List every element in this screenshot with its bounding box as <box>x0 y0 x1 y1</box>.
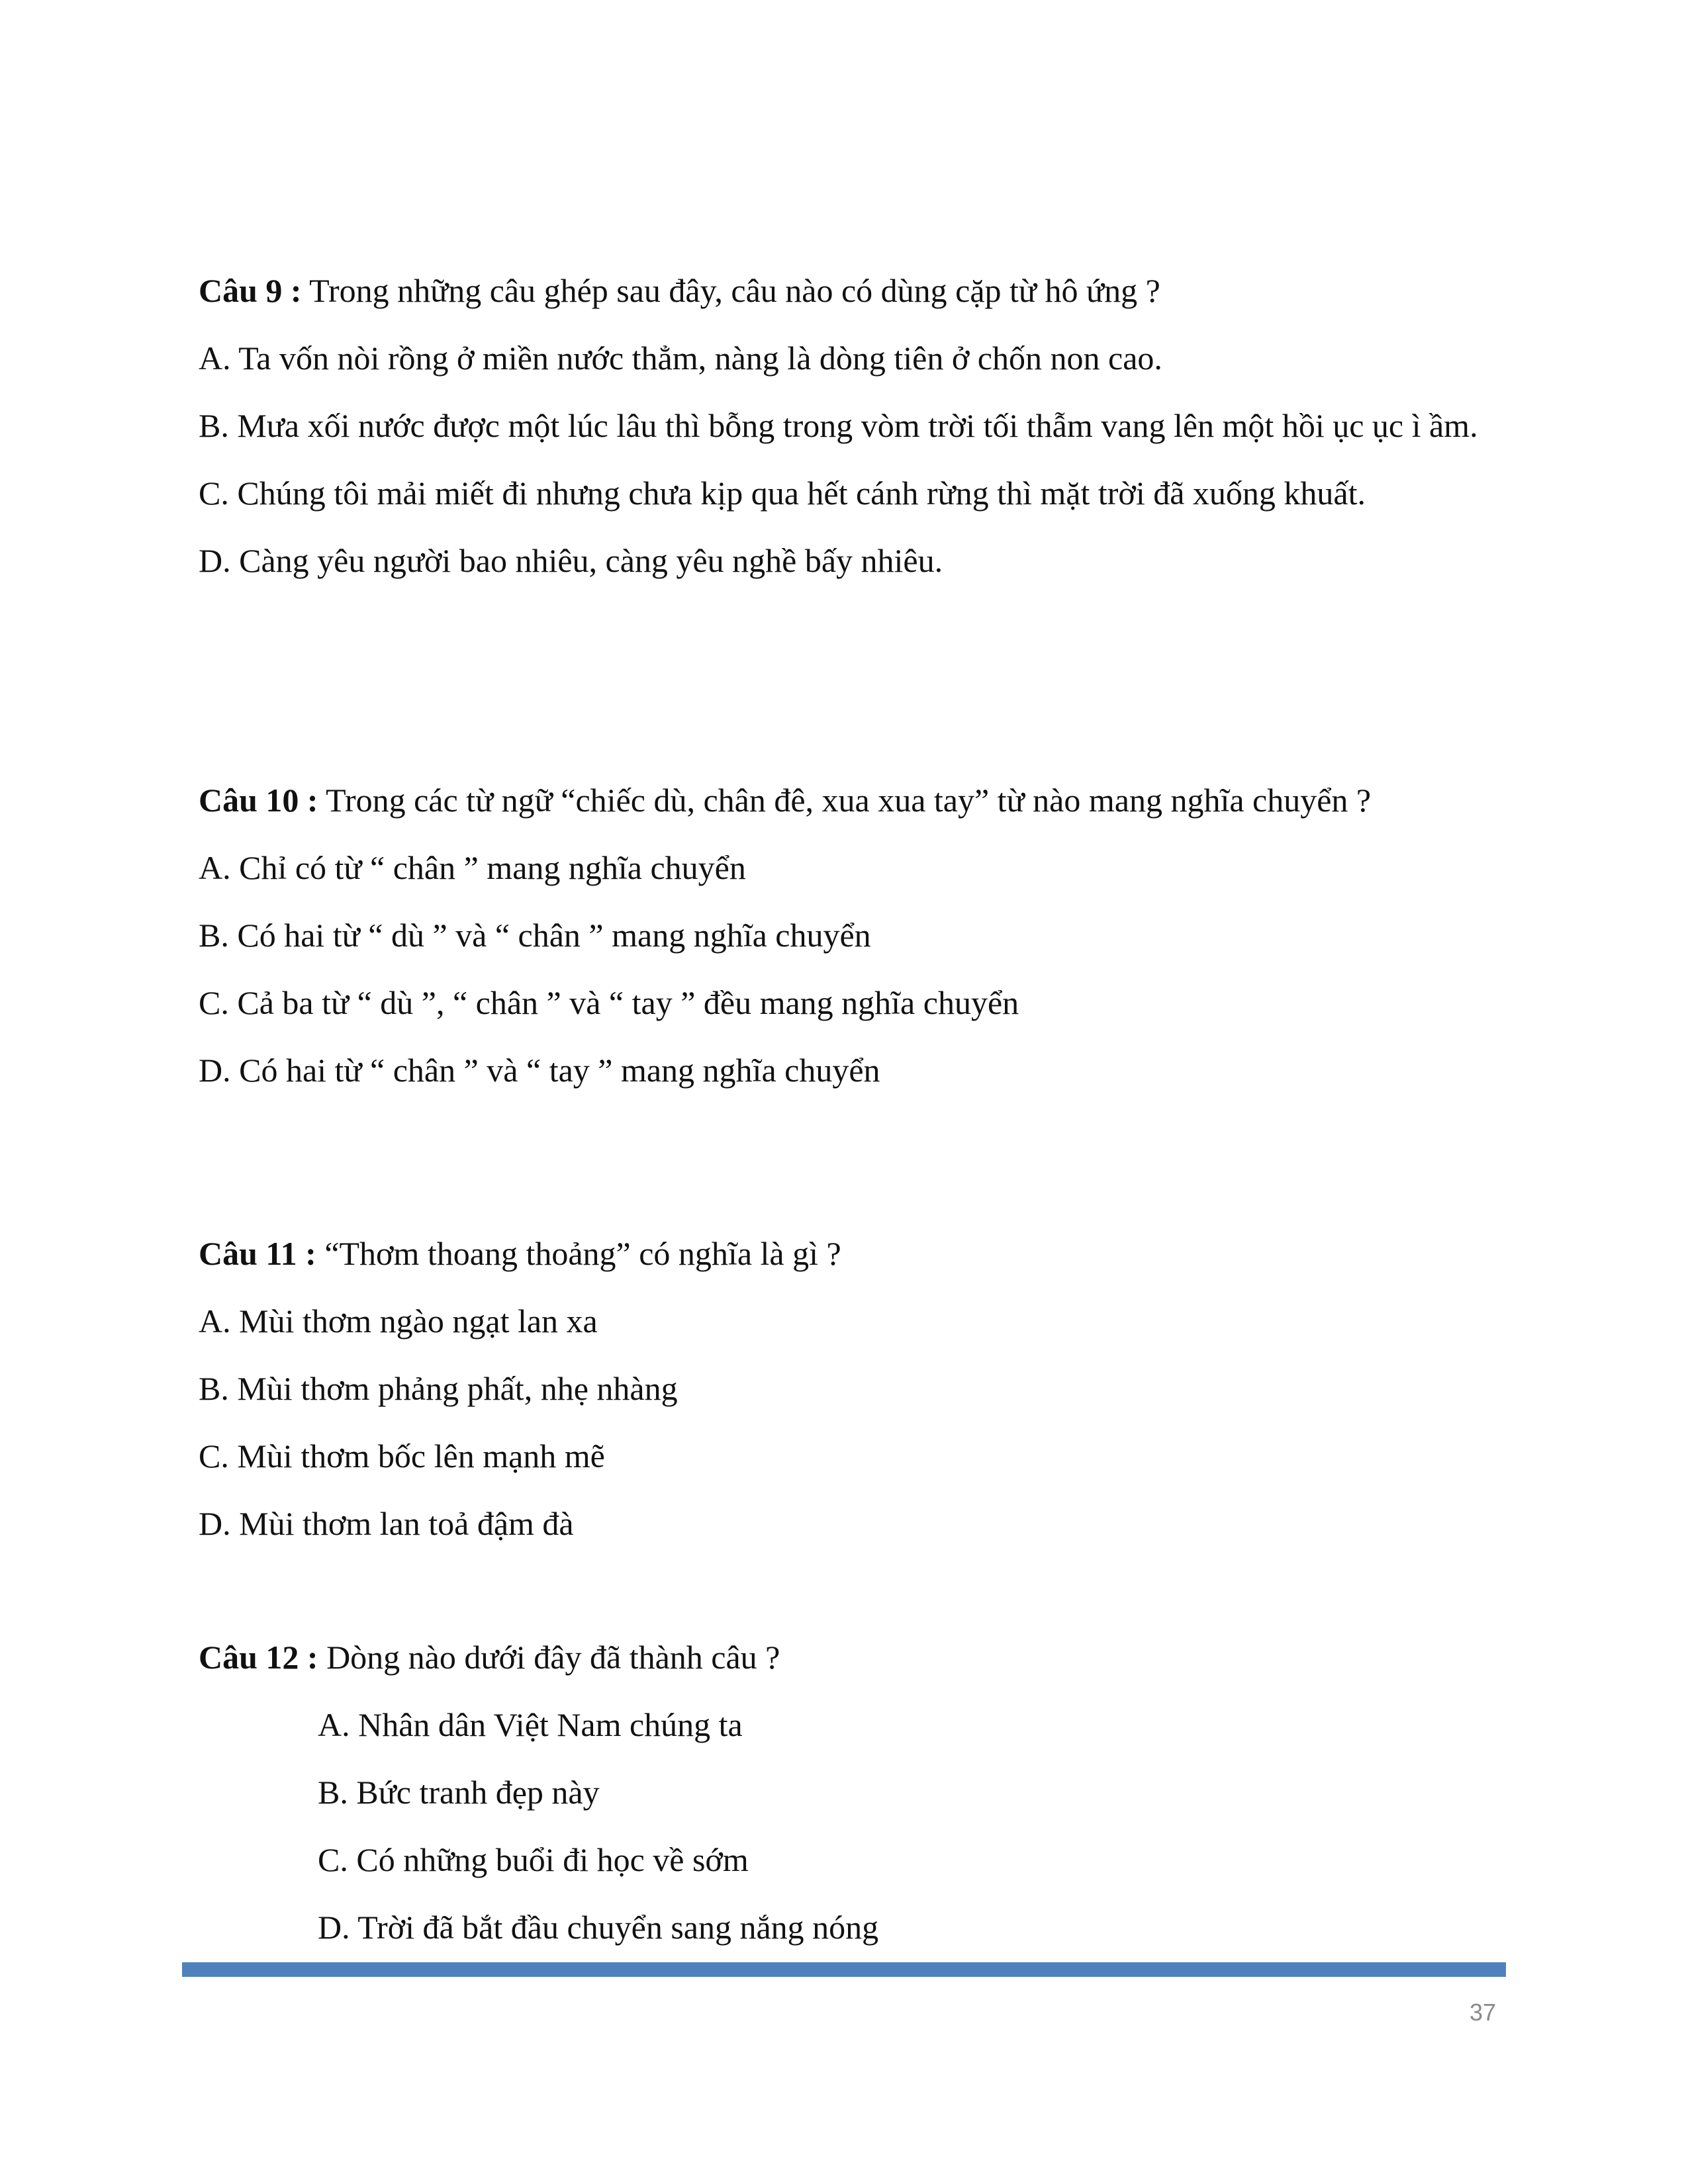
question-9 <box>199 265 1496 602</box>
question-stem <box>199 265 1496 316</box>
answer-option-b: B. Mưa xối nước được một lúc lâu thì bỗng trong vòm trời tối thẫm vang lên một hồi ục ục ì ầm. <box>199 407 1478 444</box>
answer-option-a: A. Ta vốn nòi rồng ở miền nước thẳm, nàng là dòng tiên ở chốn non cao. <box>199 340 1162 377</box>
answer-option-c: C. Mùi thơm bốc lên mạnh mẽ <box>199 1437 605 1475</box>
answer-option-b: B. Mùi thơm phảng phất, nhẹ nhàng <box>199 1370 678 1407</box>
question-10 <box>199 774 1496 1112</box>
question-12 <box>199 1631 1496 1969</box>
question-text: Trong những câu ghép sau đây, câu nào có dùng cặp từ hô ứng ? <box>301 272 1160 309</box>
answer-option-d: D. Trời đã bắt đầu chuyển sang nắng nóng <box>318 1909 879 1946</box>
question-stem <box>199 774 1496 826</box>
answer-option-a: A. Chỉ có từ “ chân ” mang nghĩa chuyển <box>199 849 746 886</box>
page-number: 37 <box>1469 1999 1496 2026</box>
question-11 <box>199 1228 1496 1565</box>
answer-option-b: B. Có hai từ “ dù ” và “ chân ” mang nghĩa chuyển <box>199 917 871 954</box>
answer-option-b: B. Bức tranh đẹp này <box>318 1774 600 1811</box>
question-text: “Thơm thoang thoảng” có nghĩa là gì ? <box>316 1235 841 1272</box>
answer-option-a: A. Nhân dân Việt Nam chúng ta <box>318 1706 743 1743</box>
question-stem <box>199 1631 1496 1683</box>
answer-option-c: C. Cả ba từ “ dù ”, “ chân ” và “ tay ” đều mang nghĩa chuyển <box>199 984 1019 1021</box>
answer-option-d: D. Có hai từ “ chân ” và “ tay ” mang nghĩa chuyển <box>199 1052 880 1089</box>
answer-option-c: C. Có những buổi đi học về sớm <box>318 1841 749 1878</box>
question-label: Câu 9 : <box>199 272 302 309</box>
question-text: Dòng nào dưới đây đã thành câu ? <box>318 1639 780 1676</box>
question-label: Câu 10 : <box>199 782 318 819</box>
question-stem <box>199 1228 1496 1279</box>
question-label: Câu 12 : <box>199 1639 318 1676</box>
question-text: Trong các từ ngữ “chiếc dù, chân đê, xua xua tay” từ nào mang nghĩa chuyển ? <box>318 782 1372 819</box>
answer-option-d: D. Càng yêu người bao nhiêu, càng yêu nghề bấy nhiêu. <box>199 542 943 579</box>
answer-option-a: A. Mùi thơm ngào ngạt lan xa <box>199 1302 598 1340</box>
question-label: Câu 11 : <box>199 1235 316 1272</box>
answer-option-c: C. Chúng tôi mải miết đi nhưng chưa kịp qua hết cánh rừng thì mặt trời đã xuống khuất. <box>199 475 1366 512</box>
footer-rule <box>182 1962 1506 1977</box>
answer-option-d: D. Mùi thơm lan toả đậm đà <box>199 1505 574 1542</box>
